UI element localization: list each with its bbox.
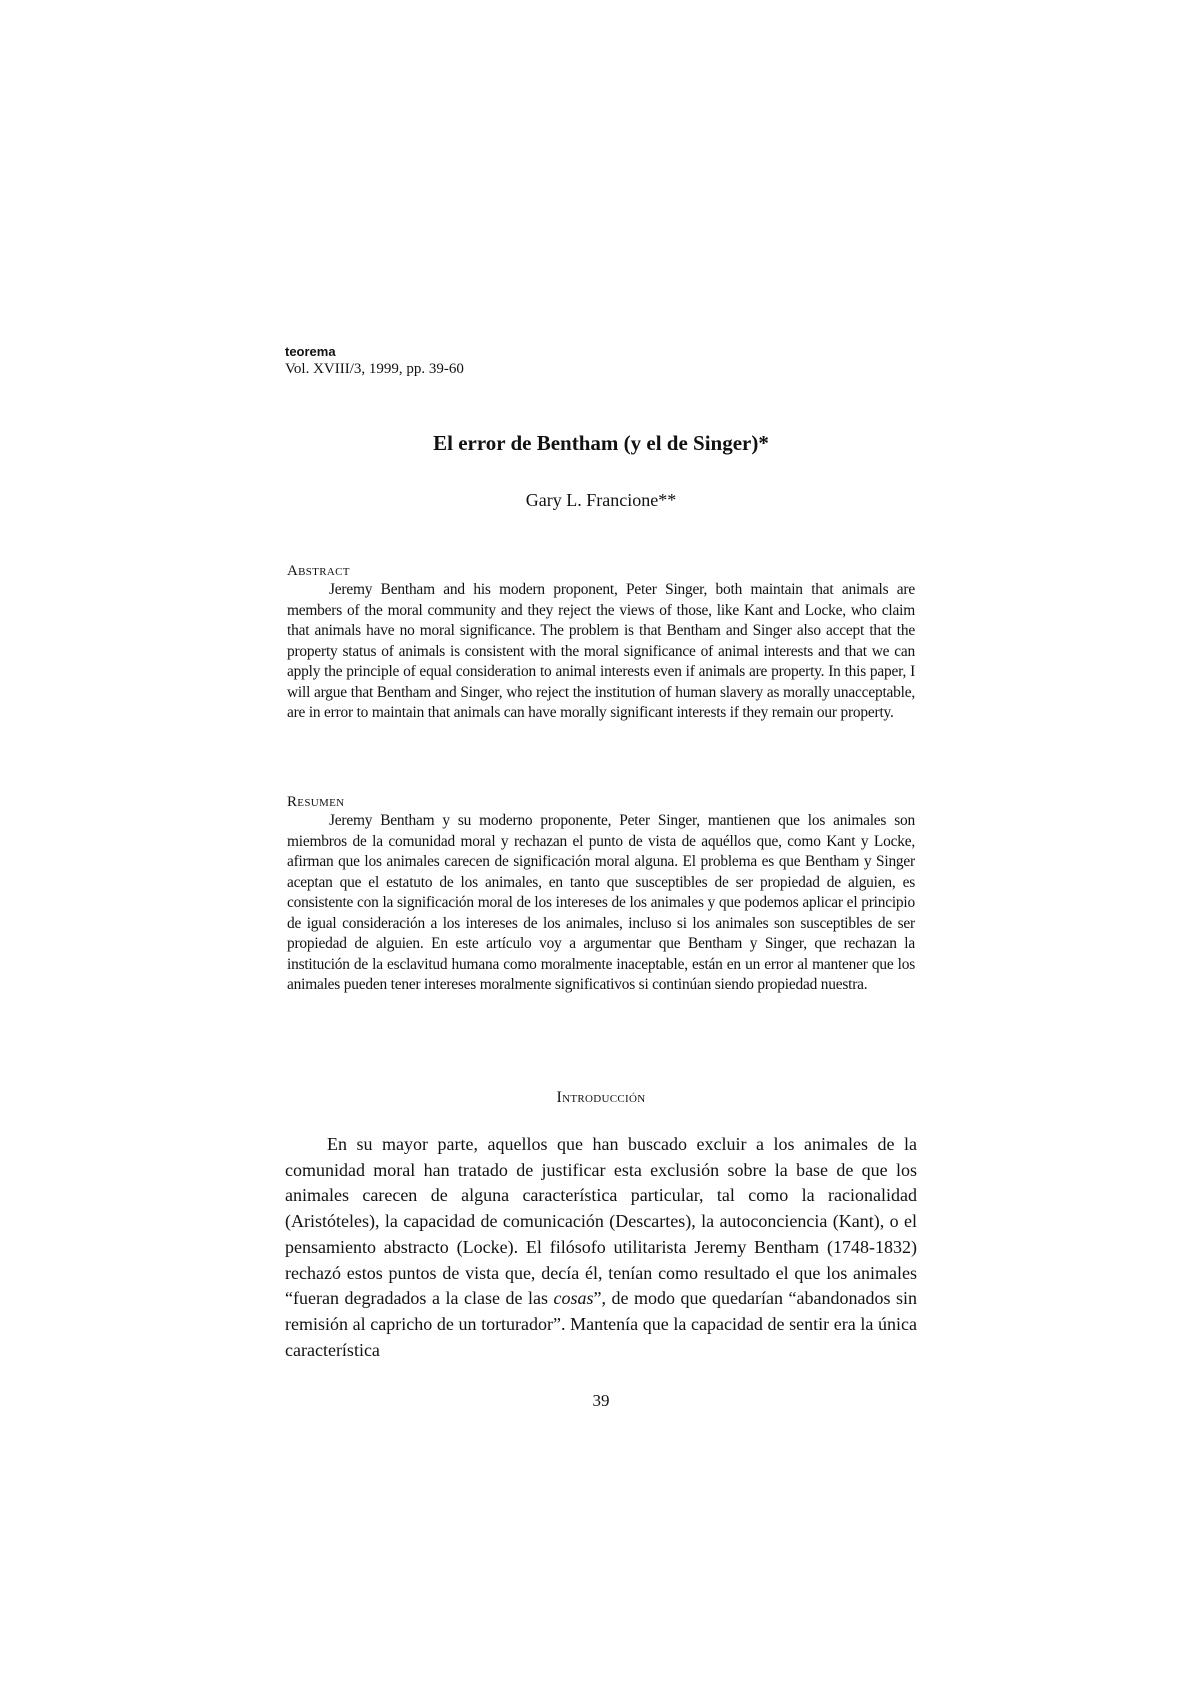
abstract-text: Jeremy Bentham and his modern proponent, Peter Singer, both maintain that animals are members of the moral community and they reject the views of those, like Kant and Locke, who claim that animals have no moral significance. The problem is that Bentham and Singer also accept that the property status of animals is consistent with the moral significance of animal interests and that we can apply the principle of equal consideration to animal interests even if animals are property. In this paper, I will argue that Bentham and Singer, who reject the institution of human slavery as morally unacceptable, are in error to maintain that animals can have morally significant interests if they remain our property. [287, 581, 915, 721]
introduction-paragraph [285, 1132, 917, 1363]
abstract-spanish [287, 793, 915, 996]
article-title: El error de Bentham (y el de Singer)* [433, 431, 769, 455]
introduction-text-part1: En su mayor parte, aquellos que han buscado excluir a los animales de la comunidad moral han tratado de justificar esta exclusión sobre la base de que los animales carecen de alguna característica particular, tal como la racionalidad (Aristóteles), la capacidad de comunicación (Descartes), la autoconciencia (Kant), o el pensamiento abstracto (Locke). El filósofo utilitarista Jeremy Bentham (1748-1832) rechazó estos puntos de vista que, decía él, tenían como resultado el que los animales “fueran degradados a la clase de las [285, 1134, 917, 1309]
journal-name: teorema [285, 344, 336, 359]
introduction-heading: Introducción [556, 1089, 646, 1106]
page-number: 39 [592, 1391, 610, 1410]
article-author: Gary L. Francione** [525, 490, 677, 510]
resumen-heading: Resumen [287, 794, 345, 810]
abstract-heading: Abstract [287, 563, 350, 579]
journal-header [285, 344, 464, 378]
journal-volume: Vol. XVIII/3, 1999, pp. 39-60 [285, 361, 464, 377]
introduction-text-italic: cosas [553, 1288, 594, 1309]
abstract-english [287, 562, 915, 724]
resumen-text: Jeremy Bentham y su moderno proponente, Peter Singer, mantienen que los animales son miembros de la comunidad moral y rechazan el punto de vista de aquéllos que, como Kant y Locke, afirman que los animales carecen de significación moral alguna. El problema es que Bentham y Singer aceptan que el estatuto de los animales, en tanto que susceptibles de ser propiedad de alguien, es consistente con la significación moral de los intereses de los animales y que podemos aplicar el principio de igual consideración a los intereses de los animales, incluso si los animales son susceptibles de ser propiedad de alguien. En este artículo voy a argumentar que Bentham y Singer, que rechazan la institución de la esclavitud humana como moralmente inaceptable, están en un error al mantener que los animales pueden tener intereses moralmente significativos si continúan siendo propiedad nuestra. [287, 812, 915, 993]
introduction-text-part2: ”, de modo que quedarían “abandonados sin remisión al capricho de un torturador”. Mantenía que la capacidad de sentir era la única característica [285, 1288, 917, 1360]
